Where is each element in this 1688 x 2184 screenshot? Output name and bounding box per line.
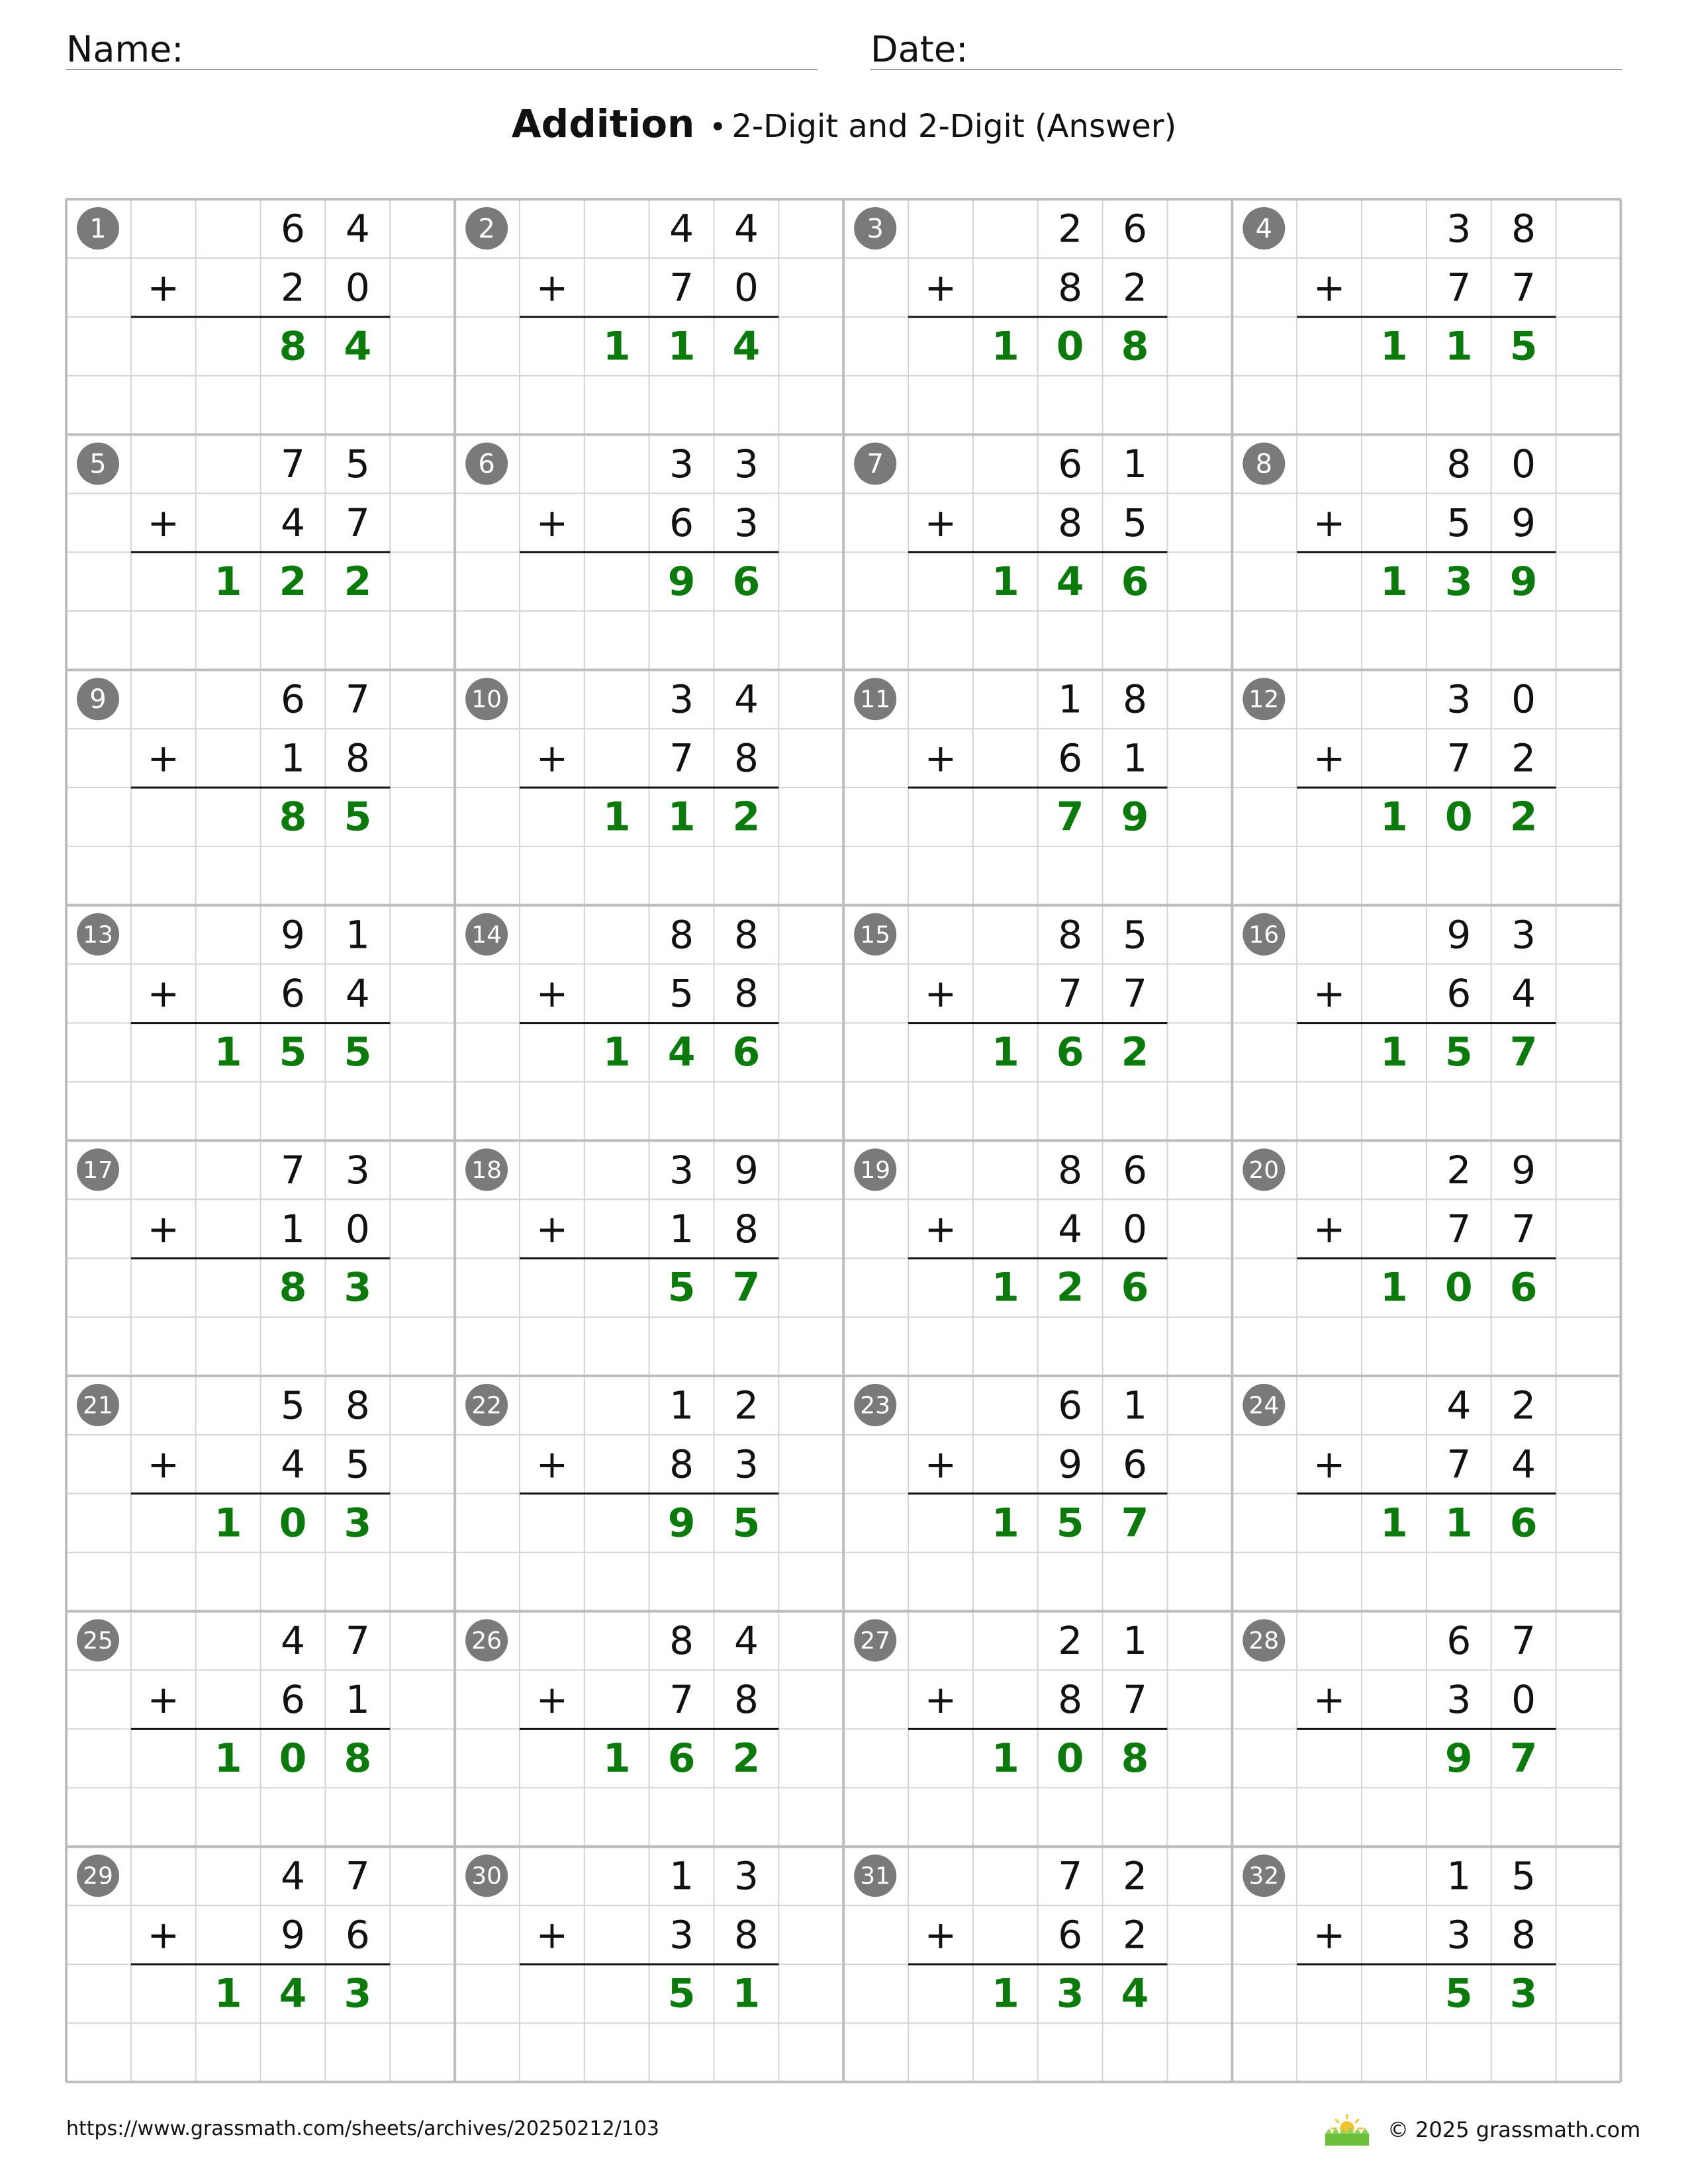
bottom-operand-digit: 3 — [1446, 1676, 1472, 1722]
top-operand-digit: 2 — [1058, 1618, 1083, 1664]
top-operand-digit: 5 — [345, 441, 370, 487]
problem-number-text: 4 — [1255, 214, 1273, 244]
answer-digit: 4 — [279, 1970, 307, 2017]
answer-digit: 1 — [1380, 558, 1408, 605]
top-operand-digit: 8 — [669, 912, 694, 958]
answer-digit: 1 — [991, 1264, 1019, 1311]
problem-number-text: 28 — [1248, 1627, 1280, 1655]
answer-digit: 0 — [279, 1500, 307, 1547]
answer-digit: 1 — [1380, 794, 1408, 841]
answer-digit: 6 — [1509, 1264, 1538, 1311]
top-operand-digit: 7 — [345, 1618, 370, 1664]
answer-digit: 1 — [991, 1735, 1019, 1782]
answer-digit: 5 — [1509, 323, 1538, 370]
answer-digit: 6 — [1056, 1029, 1084, 1076]
answer-digit: 9 — [1121, 794, 1149, 841]
problem-number-text: 12 — [1248, 686, 1280, 713]
plus-sign: + — [147, 1441, 180, 1487]
top-operand-digit: 6 — [1058, 441, 1083, 487]
bottom-operand-digit: 7 — [1511, 1206, 1536, 1251]
bottom-operand-digit: 4 — [345, 971, 370, 1017]
title-main: Addition — [511, 101, 695, 146]
bottom-operand-digit: 7 — [1058, 971, 1083, 1017]
top-operand-digit: 3 — [1511, 912, 1536, 958]
plus-sign: + — [924, 971, 957, 1017]
plus-sign: + — [1313, 1206, 1346, 1251]
plus-sign: + — [924, 1441, 957, 1487]
answer-digit: 2 — [279, 558, 307, 605]
bottom-operand-digit: 6 — [281, 1676, 305, 1722]
bottom-operand-digit: 4 — [1058, 1206, 1083, 1251]
top-operand-digit: 6 — [281, 206, 305, 251]
answer-digit: 4 — [732, 323, 761, 370]
problem-number-text: 16 — [1248, 921, 1280, 949]
answer-digit: 1 — [602, 794, 631, 841]
plus-sign: + — [924, 1206, 957, 1251]
answer-digit: 1 — [991, 558, 1019, 605]
answer-digit: 1 — [1380, 1500, 1408, 1547]
bottom-operand-digit: 7 — [1123, 1676, 1147, 1722]
answer-digit: 6 — [1121, 1264, 1149, 1311]
plus-sign: + — [924, 735, 957, 781]
bottom-operand-digit: 7 — [1446, 1206, 1472, 1251]
bottom-operand-digit: 7 — [1511, 265, 1536, 310]
answer-digit: 1 — [667, 323, 696, 370]
bottom-operand-digit: 9 — [281, 1912, 305, 1958]
plus-sign: + — [536, 1206, 569, 1251]
top-operand-digit: 8 — [669, 1618, 694, 1664]
bottom-operand-digit: 3 — [733, 1441, 759, 1487]
answer-digit: 1 — [214, 1029, 242, 1076]
bottom-operand-digit: 9 — [1511, 500, 1536, 545]
bottom-operand-digit: 6 — [281, 971, 305, 1017]
top-operand-digit: 5 — [1123, 912, 1147, 958]
answer-digit: 5 — [1444, 1970, 1473, 2017]
answer-digit: 2 — [1056, 1264, 1084, 1311]
answer-digit: 8 — [279, 323, 307, 370]
answer-digit: 2 — [1509, 794, 1538, 841]
bottom-operand-digit: 3 — [1446, 1912, 1472, 1958]
plus-sign: + — [924, 1912, 957, 1958]
top-operand-digit: 2 — [733, 1383, 759, 1428]
answer-digit: 5 — [1056, 1500, 1084, 1547]
answer-digit: 1 — [991, 1029, 1019, 1076]
plus-sign: + — [147, 265, 180, 310]
bottom-operand-digit: 8 — [733, 735, 759, 781]
bottom-operand-digit: 7 — [1446, 735, 1472, 781]
plus-sign: + — [536, 265, 569, 310]
top-operand-digit: 3 — [1446, 206, 1472, 251]
answer-digit: 0 — [279, 1735, 307, 1782]
top-operand-digit: 6 — [1123, 206, 1147, 251]
plus-sign: + — [147, 1912, 180, 1958]
answer-digit: 5 — [344, 1029, 372, 1076]
bottom-operand-digit: 7 — [345, 500, 370, 545]
top-operand-digit: 4 — [733, 1618, 759, 1664]
top-operand-digit: 4 — [733, 206, 759, 251]
top-operand-digit: 7 — [281, 1147, 305, 1193]
bottom-operand-digit: 5 — [669, 971, 694, 1017]
problem-number-text: 27 — [860, 1627, 891, 1655]
bottom-operand-digit: 8 — [1058, 1676, 1083, 1722]
bottom-operand-digit: 8 — [1511, 1912, 1536, 1958]
top-operand-digit: 3 — [669, 1147, 694, 1193]
bottom-operand-digit: 4 — [1511, 1441, 1536, 1487]
bottom-operand-digit: 0 — [733, 265, 759, 310]
answer-digit: 1 — [214, 1970, 242, 2017]
problem-number-text: 9 — [89, 684, 107, 715]
footer-copyright: © 2025 grassmath.com — [1387, 2117, 1641, 2142]
answer-digit: 1 — [991, 323, 1019, 370]
answer-digit: 1 — [1380, 323, 1408, 370]
answer-digit: 5 — [1444, 1029, 1473, 1076]
bottom-operand-digit: 5 — [345, 1441, 370, 1487]
bottom-operand-digit: 4 — [281, 500, 305, 545]
plus-sign: + — [1313, 1676, 1346, 1722]
problem-number-text: 15 — [860, 921, 891, 949]
top-operand-digit: 7 — [345, 1853, 370, 1899]
answer-digit: 3 — [1444, 558, 1473, 605]
top-operand-digit: 7 — [281, 441, 305, 487]
bottom-operand-digit: 7 — [669, 735, 694, 781]
problem-number-text: 20 — [1248, 1156, 1280, 1184]
top-operand-digit: 4 — [345, 206, 370, 251]
bottom-operand-digit: 3 — [733, 500, 759, 545]
answer-digit: 0 — [1056, 323, 1084, 370]
answer-digit: 2 — [1121, 1029, 1149, 1076]
answer-digit: 3 — [344, 1264, 372, 1311]
top-operand-digit: 8 — [733, 912, 759, 958]
answer-digit: 7 — [1509, 1029, 1538, 1076]
top-operand-digit: 8 — [1058, 1147, 1083, 1193]
answer-digit: 7 — [1509, 1735, 1538, 1782]
top-operand-digit: 3 — [1446, 676, 1472, 722]
top-operand-digit: 3 — [733, 1853, 759, 1899]
bottom-operand-digit: 6 — [345, 1912, 370, 1958]
bottom-operand-digit: 2 — [1123, 265, 1147, 310]
bottom-operand-digit: 8 — [345, 735, 370, 781]
answer-digit: 1 — [732, 1970, 761, 2017]
answer-digit: 1 — [667, 794, 696, 841]
plus-sign: + — [536, 500, 569, 545]
plus-sign: + — [1313, 1912, 1346, 1958]
plus-sign: + — [924, 1676, 957, 1722]
problem-number-text: 17 — [83, 1156, 113, 1184]
top-operand-digit: 7 — [1511, 1618, 1536, 1664]
bottom-operand-digit: 6 — [1058, 1912, 1083, 1958]
problem-number-text: 11 — [860, 686, 891, 713]
top-operand-digit: 4 — [281, 1853, 305, 1899]
answer-digit: 1 — [991, 1970, 1019, 2017]
name-label: Name: — [66, 28, 184, 70]
top-operand-digit: 6 — [281, 676, 305, 722]
answer-digit: 0 — [1444, 1264, 1473, 1311]
top-operand-digit: 5 — [1511, 1853, 1536, 1899]
top-operand-digit: 1 — [1123, 441, 1147, 487]
answer-digit: 4 — [1056, 558, 1084, 605]
top-operand-digit: 1 — [669, 1853, 694, 1899]
top-operand-digit: 4 — [733, 676, 759, 722]
top-operand-digit: 2 — [1123, 1853, 1147, 1899]
footer-url: https://www.grassmath.com/sheets/archives/20250212/103 — [66, 2117, 660, 2140]
bottom-operand-digit: 0 — [1511, 1676, 1536, 1722]
answer-digit: 3 — [1056, 1970, 1084, 2017]
problem-number-text: 26 — [471, 1627, 502, 1655]
bottom-operand-digit: 0 — [345, 1206, 370, 1251]
bottom-operand-digit: 8 — [733, 1206, 759, 1251]
bottom-operand-digit: 6 — [669, 500, 694, 545]
top-operand-digit: 4 — [281, 1618, 305, 1664]
top-operand-digit: 8 — [1058, 912, 1083, 958]
answer-digit: 7 — [1056, 794, 1084, 841]
top-operand-digit: 6 — [1123, 1147, 1147, 1193]
bottom-operand-digit: 2 — [1511, 735, 1536, 781]
bottom-operand-digit: 7 — [1446, 265, 1472, 310]
bottom-operand-digit: 7 — [669, 265, 694, 310]
problem-number-text: 1 — [89, 214, 107, 244]
answer-digit: 4 — [1121, 1970, 1149, 2017]
answer-digit: 2 — [344, 558, 372, 605]
top-operand-digit: 3 — [733, 441, 759, 487]
top-operand-digit: 6 — [1446, 1618, 1472, 1664]
top-operand-digit: 4 — [669, 206, 694, 251]
problem-number-text: 2 — [478, 214, 495, 244]
answer-digit: 6 — [667, 1735, 696, 1782]
answer-digit: 9 — [667, 558, 696, 605]
problem-number-text: 31 — [860, 1862, 891, 1890]
answer-digit: 1 — [602, 1029, 631, 1076]
problem-number-text: 6 — [478, 449, 495, 480]
answer-digit: 9 — [667, 1500, 696, 1547]
plus-sign: + — [1313, 1441, 1346, 1487]
plus-sign: + — [1313, 971, 1346, 1017]
answer-digit: 8 — [279, 1264, 307, 1311]
top-operand-digit: 0 — [1511, 441, 1536, 487]
top-operand-digit: 1 — [1446, 1853, 1472, 1899]
bottom-operand-digit: 8 — [733, 1676, 759, 1722]
plus-sign: + — [536, 735, 569, 781]
top-operand-digit: 7 — [345, 676, 370, 722]
answer-digit: 1 — [214, 1735, 242, 1782]
problem-number-text: 3 — [867, 214, 884, 244]
problem-number-text: 21 — [83, 1392, 113, 1420]
grassmath-logo-icon — [1323, 2113, 1372, 2147]
top-operand-digit: 3 — [669, 676, 694, 722]
bottom-operand-digit: 6 — [1058, 735, 1083, 781]
bottom-operand-digit: 8 — [669, 1441, 694, 1487]
top-operand-digit: 3 — [669, 441, 694, 487]
problem-number-text: 30 — [471, 1862, 502, 1890]
answer-digit: 7 — [1121, 1500, 1149, 1547]
plus-sign: + — [147, 1206, 180, 1251]
answer-digit: 2 — [732, 1735, 761, 1782]
problem-number-text: 24 — [1248, 1392, 1280, 1420]
plus-sign: + — [147, 735, 180, 781]
answer-digit: 0 — [1056, 1735, 1084, 1782]
top-operand-digit: 5 — [281, 1383, 305, 1428]
answer-digit: 1 — [991, 1500, 1019, 1547]
answer-digit: 2 — [732, 794, 761, 841]
bottom-operand-digit: 8 — [733, 1912, 759, 1958]
bottom-operand-digit: 9 — [1058, 1441, 1083, 1487]
top-operand-digit: 8 — [345, 1383, 370, 1428]
top-operand-digit: 2 — [1446, 1147, 1472, 1193]
problem-number-text: 25 — [83, 1627, 113, 1655]
bottom-operand-digit: 0 — [345, 265, 370, 310]
top-operand-digit: 2 — [1511, 1383, 1536, 1428]
answer-digit: 6 — [1509, 1500, 1538, 1547]
answer-digit: 5 — [344, 794, 372, 841]
plus-sign: + — [924, 265, 957, 310]
top-operand-digit: 6 — [1058, 1383, 1083, 1428]
answer-digit: 8 — [1121, 323, 1149, 370]
title-bullet: • — [709, 111, 727, 144]
problem-number-text: 14 — [471, 921, 502, 949]
bottom-operand-digit: 8 — [733, 971, 759, 1017]
answer-digit: 1 — [602, 323, 631, 370]
problem-number-text: 7 — [867, 449, 884, 480]
problem-number-text: 13 — [83, 921, 113, 949]
bottom-operand-digit: 1 — [281, 1206, 305, 1251]
bottom-operand-digit: 8 — [1058, 265, 1083, 310]
problem-number-text: 19 — [860, 1156, 891, 1184]
plus-sign: + — [1313, 735, 1346, 781]
answer-digit: 1 — [214, 1500, 242, 1547]
plus-sign: + — [1313, 500, 1346, 545]
answer-digit: 5 — [667, 1970, 696, 2017]
answer-digit: 1 — [1444, 323, 1473, 370]
answer-digit: 6 — [732, 1029, 761, 1076]
bottom-operand-digit: 6 — [1446, 971, 1472, 1017]
top-operand-digit: 8 — [1446, 441, 1472, 487]
bottom-operand-digit: 1 — [669, 1206, 694, 1251]
answer-digit: 8 — [344, 1735, 372, 1782]
plus-sign: + — [147, 971, 180, 1017]
bottom-operand-digit: 8 — [1058, 500, 1083, 545]
answer-digit: 5 — [732, 1500, 761, 1547]
bottom-operand-digit: 1 — [345, 1676, 370, 1722]
problem-number-text: 5 — [89, 449, 107, 480]
problem-number-text: 29 — [83, 1862, 113, 1890]
answer-digit: 1 — [1444, 1500, 1473, 1547]
bottom-operand-digit: 7 — [1123, 971, 1147, 1017]
bottom-operand-digit: 1 — [1123, 735, 1147, 781]
answer-digit: 1 — [1380, 1264, 1408, 1311]
plus-sign: + — [1313, 265, 1346, 310]
top-operand-digit: 9 — [733, 1147, 759, 1193]
bottom-operand-digit: 4 — [281, 1441, 305, 1487]
bottom-operand-digit: 5 — [1446, 500, 1472, 545]
plus-sign: + — [536, 971, 569, 1017]
answer-digit: 5 — [667, 1264, 696, 1311]
top-operand-digit: 9 — [1446, 912, 1472, 958]
bottom-operand-digit: 5 — [1123, 500, 1147, 545]
plus-sign: + — [536, 1441, 569, 1487]
top-operand-digit: 1 — [345, 912, 370, 958]
bottom-operand-digit: 2 — [1123, 1912, 1147, 1958]
bottom-operand-digit: 1 — [281, 735, 305, 781]
top-operand-digit: 9 — [281, 912, 305, 958]
answer-digit: 5 — [279, 1029, 307, 1076]
plus-sign: + — [924, 500, 957, 545]
problem-number-text: 23 — [860, 1392, 891, 1420]
top-operand-digit: 8 — [1123, 676, 1147, 722]
bottom-operand-digit: 2 — [281, 265, 305, 310]
top-operand-digit: 3 — [345, 1147, 370, 1193]
answer-digit: 1 — [214, 558, 242, 605]
top-operand-digit: 7 — [1058, 1853, 1083, 1899]
answer-digit: 0 — [1444, 794, 1473, 841]
answer-digit: 8 — [1121, 1735, 1149, 1782]
answer-digit: 8 — [279, 794, 307, 841]
problem-number-text: 32 — [1248, 1862, 1280, 1890]
problem-number-text: 10 — [471, 686, 502, 713]
problem-number-text: 8 — [1255, 449, 1273, 480]
plus-sign: + — [147, 500, 180, 545]
plus-sign: + — [536, 1912, 569, 1958]
top-operand-digit: 0 — [1511, 676, 1536, 722]
bottom-operand-digit: 7 — [669, 1676, 694, 1722]
bottom-operand-digit: 3 — [669, 1912, 694, 1958]
top-operand-digit: 1 — [669, 1383, 694, 1428]
plus-sign: + — [147, 1676, 180, 1722]
title-subtitle: 2-Digit and 2-Digit (Answer) — [731, 108, 1177, 145]
top-operand-digit: 9 — [1511, 1147, 1536, 1193]
answer-digit: 9 — [1509, 558, 1538, 605]
top-operand-digit: 1 — [1058, 676, 1083, 722]
top-operand-digit: 2 — [1058, 206, 1083, 251]
bottom-operand-digit: 4 — [1511, 971, 1536, 1017]
answer-digit: 7 — [732, 1264, 761, 1311]
problem-number-text: 18 — [471, 1156, 502, 1184]
bottom-operand-digit: 6 — [1123, 1441, 1147, 1487]
top-operand-digit: 1 — [1123, 1383, 1147, 1428]
answer-digit: 9 — [1444, 1735, 1473, 1782]
answer-digit: 3 — [344, 1970, 372, 2017]
top-operand-digit: 4 — [1446, 1383, 1472, 1428]
problem-number-text: 22 — [471, 1392, 502, 1420]
answer-digit: 6 — [732, 558, 761, 605]
answer-digit: 6 — [1121, 558, 1149, 605]
bottom-operand-digit: 7 — [1446, 1441, 1472, 1487]
answer-digit: 4 — [667, 1029, 696, 1076]
answer-digit: 1 — [1380, 1029, 1408, 1076]
answer-digit: 3 — [344, 1500, 372, 1547]
answer-digit: 1 — [602, 1735, 631, 1782]
top-operand-digit: 1 — [1123, 1618, 1147, 1664]
answer-digit: 3 — [1509, 1970, 1538, 2017]
date-label: Date: — [870, 28, 968, 70]
top-operand-digit: 8 — [1511, 206, 1536, 251]
bottom-operand-digit: 0 — [1123, 1206, 1147, 1251]
answer-digit: 4 — [344, 323, 372, 370]
plus-sign: + — [536, 1676, 569, 1722]
